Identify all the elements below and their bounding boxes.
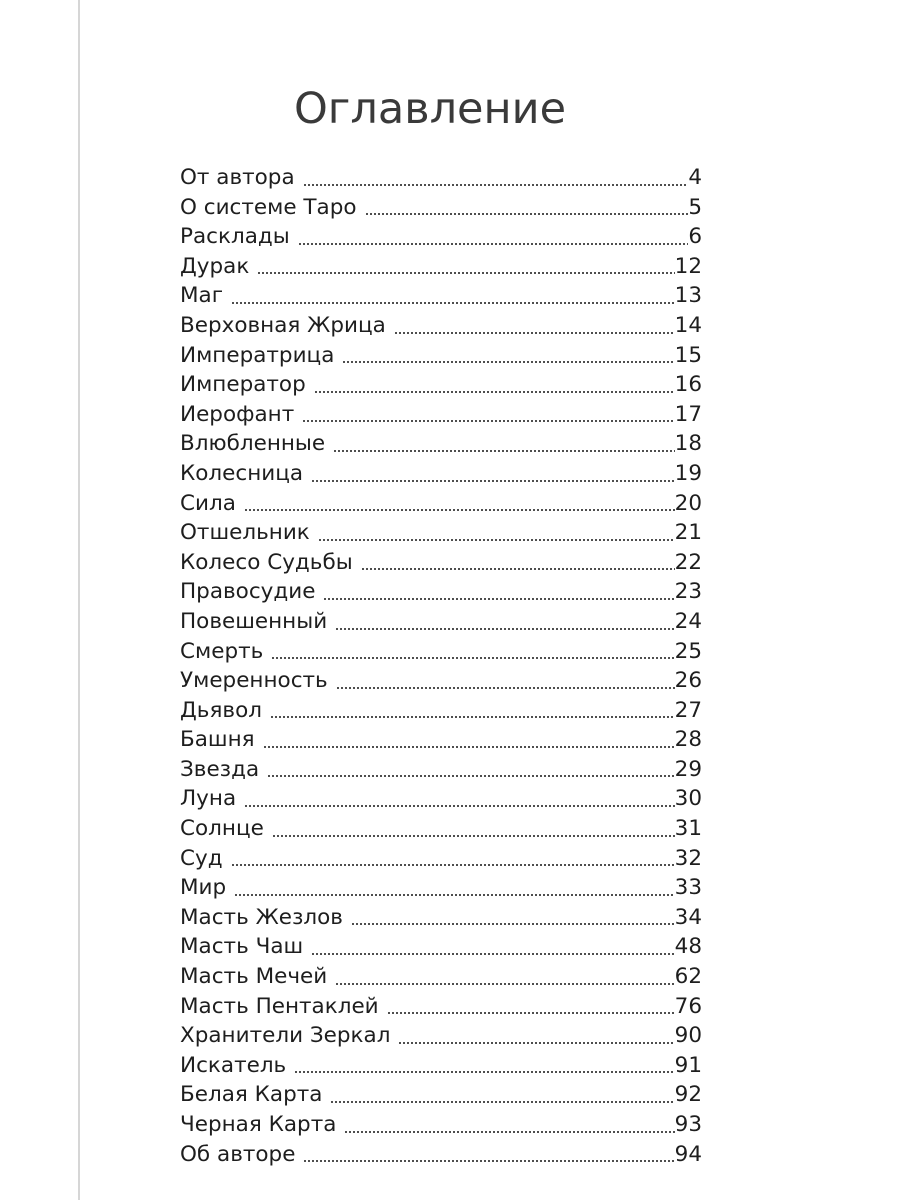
toc-entry-label: Иерофант [180,401,295,427]
toc-dot-leader [231,863,675,867]
toc-entry-page-number: 48 [674,934,702,960]
toc-dot-leader [398,1041,674,1045]
toc-entry [180,962,702,992]
toc-entry [180,992,702,1022]
toc-entry-label: О системе Таро [180,194,357,220]
toc-entry-page-number: 13 [674,283,702,309]
toc-entry-label: Искатель [180,1052,287,1078]
toc-entry-label: Хранители Зеркал [180,1023,391,1049]
toc-dot-leader [342,360,674,364]
toc-entry [180,873,702,903]
toc-entry-page-number: 76 [674,993,702,1019]
toc-dot-leader [311,952,674,956]
toc-entry [180,489,702,519]
toc-entry-label: Масть Жезлов [180,904,343,930]
toc-dot-leader [303,183,689,187]
toc-dot-leader [257,271,674,275]
toc-dot-leader [272,834,675,838]
toc-entry-page-number: 93 [674,1112,702,1137]
toc-dot-leader [244,508,675,512]
toc-entry [180,814,702,844]
toc-entry [180,1051,702,1081]
toc-entry-label: Правосудие [180,579,316,605]
toc-entry-page-number: 92 [674,1082,702,1108]
toc-dot-leader [323,597,674,601]
toc-entry-page-number: 32 [674,845,702,871]
toc-entry-label: Дурак [180,253,250,279]
toc-entry-page-number: 31 [674,816,702,842]
toc-dot-leader [267,774,674,778]
toc-entry-label: Верховная Жрица [180,312,386,338]
toc-entry-page-number: 29 [674,756,702,782]
toc-entry [180,459,702,489]
toc-entry-label: Сила [180,490,236,516]
toc-entry [180,311,702,341]
page-edge-divider [78,0,80,1200]
toc-entry-page-number: 22 [674,549,702,575]
toc-entry-page-number: 90 [674,1023,702,1049]
toc-entry-page-number: 4 [688,165,702,190]
toc-entry-page-number: 6 [688,224,702,250]
toc-entry [180,370,702,400]
toc-entry-page-number: 33 [674,875,702,901]
toc-entry-page-number: 15 [674,342,702,368]
toc-dot-leader [336,686,675,690]
toc-dot-leader [311,479,675,483]
toc-entry-page-number: 26 [674,668,702,694]
toc-entry [180,637,702,667]
toc-entry [180,844,702,874]
table-of-contents [180,163,702,1169]
toc-entry-page-number: 5 [688,194,702,220]
toc-entry-page-number: 18 [674,431,702,457]
toc-entry-label: Император [180,372,306,398]
toc-entry [180,222,702,252]
toc-entry-label: Луна [180,786,237,812]
toc-dot-leader [361,567,675,571]
toc-entry [180,577,702,607]
toc-entry-label: Белая Карта [180,1082,323,1108]
toc-entry [180,1021,702,1051]
toc-entry-page-number: 28 [674,727,702,753]
toc-entry-page-number: 34 [674,904,702,930]
toc-entry-page-number: 20 [674,490,702,516]
toc-entry-label: Масть Мечей [180,964,328,990]
toc-entry-label: Мир [180,875,227,901]
toc-dot-leader [303,1159,674,1163]
toc-entry-label: Башня [180,727,255,753]
toc-entry [180,429,702,459]
toc-entry [180,903,702,933]
toc-entry-label: От автора [180,165,295,190]
toc-entry [180,341,702,371]
toc-entry-label: Дьявол [180,697,262,723]
toc-entry [180,193,702,223]
toc-dot-leader [298,242,689,246]
toc-entry-label: Отшельник [180,520,310,546]
toc-dot-leader [231,301,675,305]
toc-dot-leader [294,1070,674,1074]
toc-entry [180,1080,702,1110]
toc-entry-page-number: 19 [674,460,702,486]
toc-entry-label: Масть Чаш [180,934,304,960]
toc-entry-page-number: 17 [674,401,702,427]
toc-entry-page-number: 62 [674,964,702,990]
toc-entry [180,1110,702,1140]
toc-dot-leader [387,1011,675,1015]
toc-entry [180,548,702,578]
toc-dot-leader [314,390,675,394]
toc-entry-page-number: 91 [674,1052,702,1078]
toc-entry-page-number: 12 [674,253,702,279]
toc-entry-page-number: 21 [674,520,702,546]
toc-dot-leader [394,331,675,335]
toc-entry [180,252,702,282]
toc-entry-page-number: 27 [674,697,702,723]
toc-entry-label: Звезда [180,756,260,782]
toc-entry [180,1140,702,1170]
toc-entry-label: Смерть [180,638,264,664]
toc-dot-leader [351,922,675,926]
page-title: Оглавление [293,84,567,134]
toc-entry-label: Солнце [180,816,264,842]
toc-entry [180,281,702,311]
toc-entry-label: Колесница [180,460,304,486]
toc-entry-page-number: 30 [674,786,702,812]
toc-entry-label: Суд [180,845,223,871]
toc-dot-leader [318,538,675,542]
toc-entry [180,696,702,726]
toc-entry-label: Колесо Судьбы [180,549,353,575]
toc-entry-label: Расклады [180,224,290,250]
toc-dot-leader [330,1100,674,1104]
toc-entry [180,932,702,962]
toc-entry [180,666,702,696]
toc-entry [180,784,702,814]
toc-entry [180,163,702,193]
toc-dot-leader [270,715,675,719]
toc-entry-label: Масть Пентаклей [180,993,379,1019]
toc-entry [180,400,702,430]
toc-entry-label: Черная Карта [180,1112,337,1137]
toc-entry [180,607,702,637]
toc-dot-leader [244,804,675,808]
toc-entry-label: Императрица [180,342,335,368]
toc-entry-label: Маг [180,283,224,309]
toc-entry-label: Повешенный [180,608,328,634]
toc-entry [180,518,702,548]
toc-entry-page-number: 16 [674,372,702,398]
toc-dot-leader [271,656,674,660]
toc-dot-leader [302,419,674,423]
toc-entry-page-number: 25 [674,638,702,664]
toc-entry-page-number: 94 [674,1141,702,1167]
toc-entry [180,755,702,785]
toc-dot-leader [333,449,675,453]
toc-entry-page-number: 23 [674,579,702,605]
toc-dot-leader [263,745,675,749]
toc-dot-leader [335,982,674,986]
toc-entry-label: Влюбленные [180,431,326,457]
toc-dot-leader [344,1130,674,1134]
toc-dot-leader [234,893,674,897]
toc-entry-label: Об авторе [180,1141,296,1167]
toc-entry [180,725,702,755]
toc-entry-page-number: 24 [674,608,702,634]
toc-entry-label: Умеренность [180,668,328,694]
toc-dot-leader [335,627,674,631]
toc-entry-page-number: 14 [674,312,702,338]
toc-dot-leader [365,212,689,216]
